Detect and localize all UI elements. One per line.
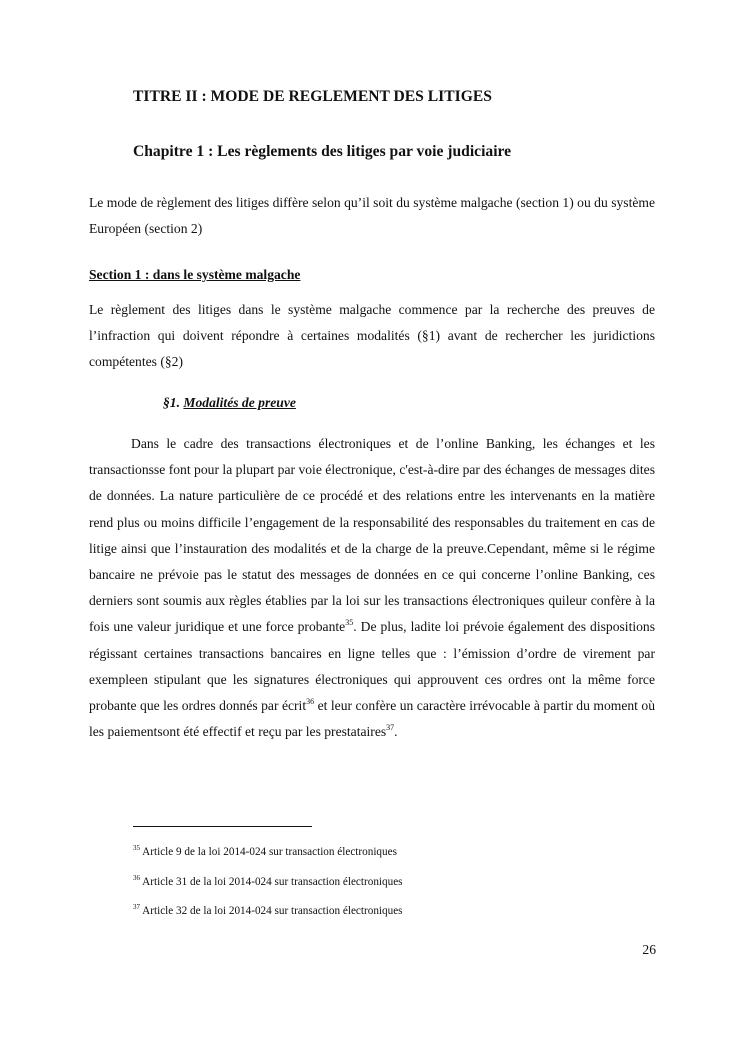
footnote-text: Article 9 de la loi 2014-024 sur transaction électroniques [140, 846, 397, 858]
footnote-ref-36: 36 [306, 697, 315, 707]
subsection-title: Modalités de preuve [183, 395, 296, 410]
subsection-number: §1. [163, 395, 180, 410]
footnote-number: 35 [133, 844, 140, 852]
section-heading: Section 1 : dans le système malgache [89, 267, 301, 282]
intro-paragraph: Le mode de règlement des litiges diffère selon qu’il soit du système malgache (section 1) ou du système Européen (section 2) [89, 195, 655, 237]
footnote-number: 37 [133, 903, 140, 911]
page-number: 26 [642, 942, 656, 957]
footnote-35 [133, 846, 397, 858]
document-title: TITRE II : MODE DE REGLEMENT DES LITIGES [133, 88, 492, 105]
footnote-separator [133, 826, 312, 827]
footnote-number: 36 [133, 874, 140, 882]
footnote-37 [133, 905, 403, 917]
body-text-part2: . De plus, ladite loi prévoie également des dispositions régissant certaines transactions bancaires en ligne telles que : l’émission d’ordre de virement par exempleen stipulant que les signatures électroniques qui approuvent ces ordres ont la même force probante que les ordres donnés par écrit [89, 619, 656, 714]
footnote-ref-35: 35 [345, 618, 354, 628]
body-text-part3: et leur confère un caractère irrévocable à partir du moment où les paiementsont été effectif et reçu par les prestataires [89, 698, 655, 740]
chapter-heading: Chapitre 1 : Les règlements des litiges par voie judiciaire [133, 143, 512, 160]
body-text-part1: Dans le cadre des transactions électroniques et de l’online Banking, les échanges et les transactionsse font pour la plupart par voie électronique, c'est-à-dire par des échanges de messages dites de données. La nature particulière de ce procédé et des relations entre les intervenants en la matière rend plus ou moins difficile l’engagement de la responsabilité des responsables du traitement en cas de litige ainsi que l’instauration des modalités et de la charge de la preuve.Cependant, même si le régime bancaire ne prévoie pas le statut des messages de données en ce qui concerne l’online Banking, ces derniers sont soumis aux règles établies par la loi sur les transactions électroniques quileur confère à la fois une valeur juridique et une force probante [89, 436, 655, 635]
body-text-part4: . [394, 724, 398, 740]
footnote-text: Article 32 de la loi 2014-024 sur transaction électroniques [140, 905, 403, 917]
section-paragraph: Le règlement des litiges dans le système malgache commence par la recherche des preuves de l’infraction qui doivent répondre à certaines modalités (§1) avant de rechercher les juridictions compétentes (§2) [89, 302, 655, 370]
footnote-36 [133, 876, 403, 888]
footnote-text: Article 31 de la loi 2014-024 sur transaction électroniques [140, 876, 403, 888]
body-paragraph [89, 431, 655, 745]
footnote-ref-37: 37 [386, 723, 395, 733]
subsection-heading [163, 395, 296, 411]
